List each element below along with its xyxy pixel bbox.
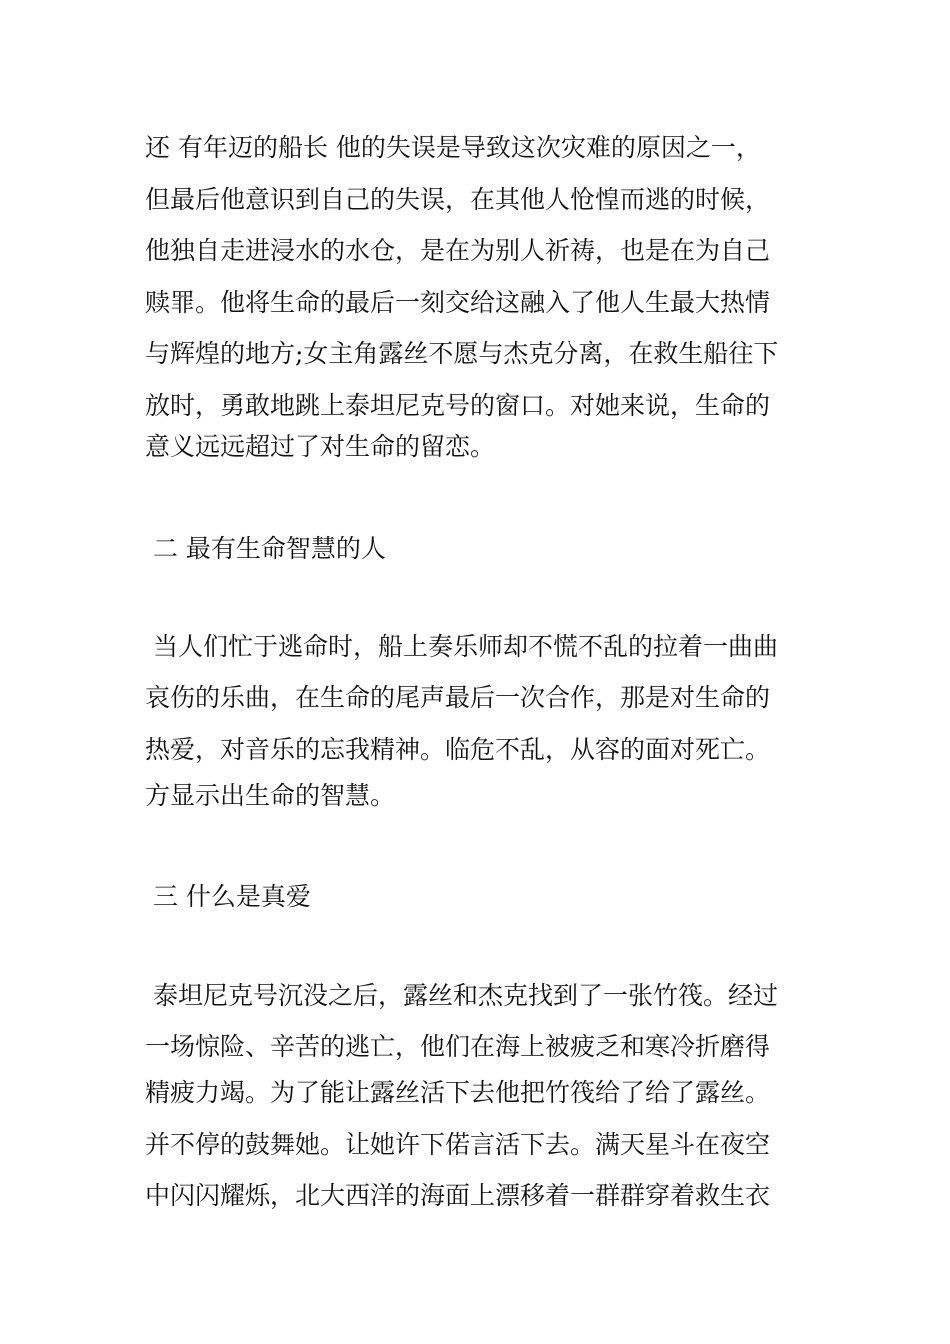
text-line: 赎罪。他将生命的最后一刻交给这融入了他人生最大热情: [145, 288, 771, 317]
text-line: 泰坦尼克号沉没之后，露丝和杰克找到了一张竹筏。经过: [145, 981, 778, 1010]
text-line: 但最后他意识到自己的失误，在其他人怆惶而逃的时候，: [145, 185, 771, 214]
text-line: 一场惊险、辛苦的逃亡，他们在海上被疲乏和寒冷折磨得: [145, 1032, 771, 1061]
section-heading-true-love: 三 什么是真爱: [145, 882, 311, 911]
section-heading-wisdom: 二 最有生命智慧的人: [145, 534, 386, 563]
text-line: 热爱，对音乐的忘我精神。临危不乱，从容的面对死亡。: [145, 735, 771, 764]
text-line: 中闪闪耀烁，北大西洋的海面上漂移着一群群穿着救生衣: [145, 1181, 771, 1210]
text-line: 精疲力竭。为了能让露丝活下去他把竹筏给了给了露丝。: [145, 1078, 771, 1107]
text-line: 方显示出生命的智慧。: [145, 781, 396, 810]
text-line: 并不停的鼓舞她。让她许下偌言活下去。满天星斗在夜空: [145, 1130, 771, 1159]
text-line: 他独自走进浸水的水仓，是在为别人祈祷，也是在为自己: [145, 236, 771, 265]
text-line: 还 有年迈的船长 他的失误是导致这次灾难的原因之一，: [145, 133, 761, 162]
text-line: 与辉煌的地方;女主角露丝不愿与杰克分离，在救生船往下: [145, 339, 779, 368]
text-line: 意义远远超过了对生命的留恋。: [145, 432, 496, 461]
text-line: 哀伤的乐曲，在生命的尾声最后一次合作，那是对生命的: [145, 683, 771, 712]
text-line: 放时，勇敢地跳上泰坦尼克号的窗口。对她来说，生命的: [145, 391, 771, 420]
text-line: 当人们忙于逃命时，船上奏乐师却不慌不乱的拉着一曲曲: [145, 632, 778, 661]
